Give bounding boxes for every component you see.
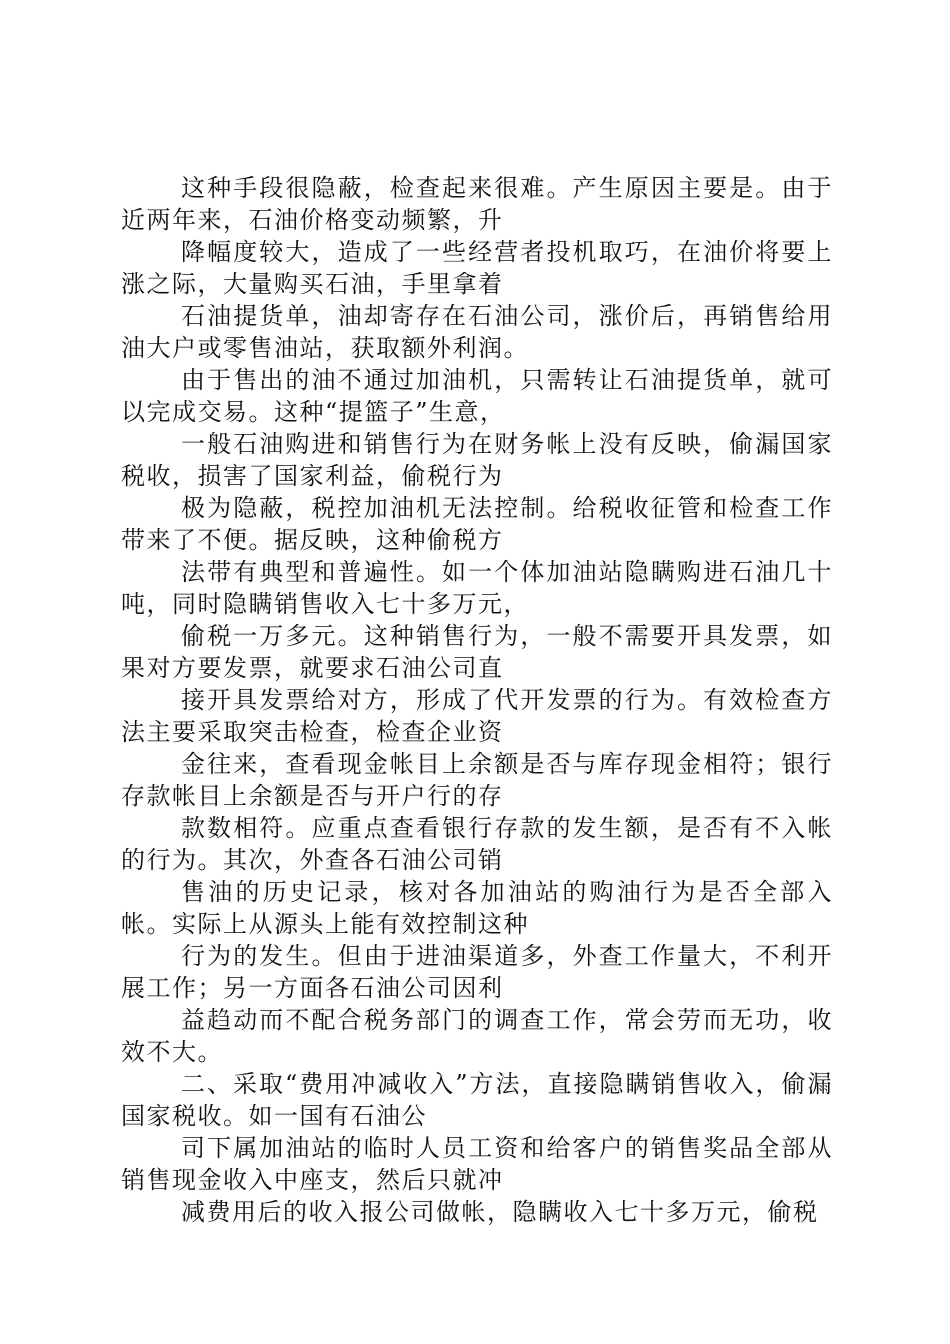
paragraph: 接开具发票给对方，形成了代开发票的行为。有效检查方法主要采取突击检查，检查企业资 [121,686,833,746]
paragraph: 法带有典型和普遍性。如一个体加油站隐瞒购进石油几十吨，同时隐瞒销售收入七十多万元， [121,558,833,618]
paragraph: 降幅度较大，造成了一些经营者投机取巧，在油价将要上涨之际，大量购买石油，手里拿着 [121,238,833,298]
paragraph: 司下属加油站的临时人员工资和给客户的销售奖品全部从销售现金收入中座支，然后只就冲 [121,1134,833,1194]
paragraph: 极为隐蔽，税控加油机无法控制。给税收征管和检查工作带来了不便。据反映，这种偷税方 [121,494,833,554]
document-body [121,172,833,1228]
paragraph: 益趋动而不配合税务部门的调查工作，常会劳而无功，收效不大。 [121,1006,833,1066]
paragraph: 一般石油购进和销售行为在财务帐上没有反映，偷漏国家税收，损害了国家利益，偷税行为 [121,430,833,490]
paragraph: 二、采取“费用冲减收入”方法，直接隐瞒销售收入，偷漏国家税收。如一国有石油公 [121,1070,833,1130]
paragraph: 金往来，查看现金帐目上余额是否与库存现金相符；银行存款帐目上余额是否与开户行的存 [121,750,833,810]
paragraph: 款数相符。应重点查看银行存款的发生额，是否有不入帐的行为。其次，外查各石油公司销 [121,814,833,874]
paragraph: 由于售出的油不通过加油机，只需转让石油提货单，就可以完成交易。这种“提篮子”生意， [121,366,833,426]
paragraph: 减费用后的收入报公司做帐，隐瞒收入七十多万元，偷税 [181,1198,819,1226]
paragraph: 行为的发生。但由于进油渠道多，外查工作量大，不利开展工作；另一方面各石油公司因利 [121,942,833,1002]
paragraph: 石油提货单，油却寄存在石油公司，涨价后，再销售给用油大户或零售油站，获取额外利润。 [121,302,833,362]
paragraph: 这种手段很隐蔽，检查起来很难。产生原因主要是。由于近两年来，石油价格变动频繁，升 [121,174,833,234]
paragraph: 偷税一万多元。这种销售行为，一般不需要开具发票，如果对方要发票，就要求石油公司直 [121,622,833,682]
paragraph: 售油的历史记录，核对各加油站的购油行为是否全部入帐。实际上从源头上能有效控制这种 [121,878,833,938]
